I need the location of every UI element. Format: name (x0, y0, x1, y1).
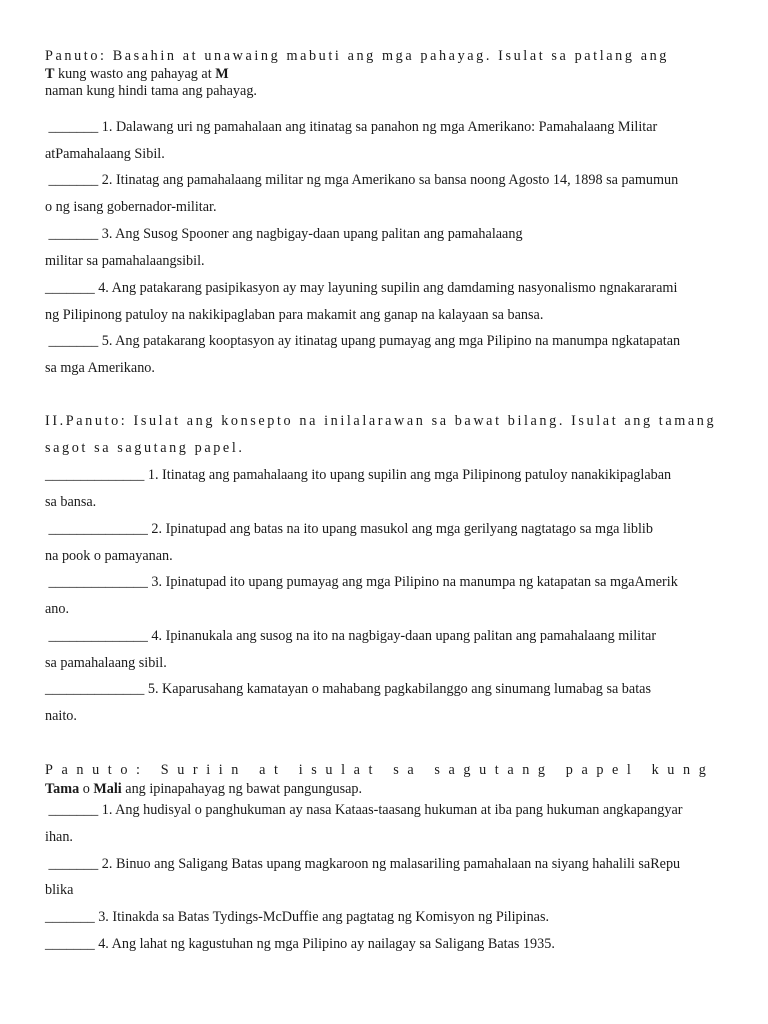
part3-answer-key-mali: Mali (93, 781, 122, 797)
part1-answer-key-t: T (45, 66, 55, 82)
part3-instruction-line1: Panuto: Suriin at isulat sa sagutang papel kung (45, 762, 715, 778)
part2-item-line: na pook o pamayanan. (45, 548, 173, 564)
part1-item-line: _______ 3. Ang Susog Spooner ang nagbigay-daan upang palitan ang pamahalaang (45, 226, 523, 242)
part1-item-line: _______ 2. Itinatag ang pamahalaang militar ng mga Amerikano sa bansa noong Agosto 14, 1898 sa pamumun (45, 172, 679, 188)
part2-item-line: ______________ 1. Itinatag ang pamahalaang ito upang supilin ang mga Pilipinong patuloy nanakikipaglaban (45, 467, 672, 483)
part3-item-line: _______ 3. Itinakda sa Batas Tydings-McDuffie ang pagtatag ng Komisyon ng Pilipinas. (45, 909, 550, 925)
part1-instruction-line2 (45, 66, 229, 82)
part1-item-line: sa mga Amerikano. (45, 360, 155, 376)
part3-instruction-line2 (45, 781, 362, 797)
part1-instruction-line1: Panuto: Basahin at unawaing mabuti ang mga pahayag. Isulat sa patlang ang (45, 48, 669, 64)
part1-item-line: o ng isang gobernador-militar. (45, 199, 217, 215)
part3-instruction-connector: o (79, 781, 94, 797)
part3-item-line: ihan. (45, 829, 73, 845)
part3-instruction-line2-text: ang ipinapahayag ng bawat pangungusap. (121, 781, 363, 797)
part3-item-line: _______ 2. Binuo ang Saligang Batas upang magkaroon ng malasariling pamahalaan na siyang hahalili saRepu (45, 856, 681, 872)
part3-item-line: blika (45, 882, 74, 898)
part1-item-line: _______ 1. Dalawang uri ng pamahalaan ang itinatag sa panahon ng mga Amerikano: Pamahalaang Militar (45, 119, 658, 135)
part2-item-line: sa bansa. (45, 494, 97, 510)
part2-instruction-line1: II.Panuto: Isulat ang konsepto na inilalarawan sa bawat bilang. Isulat ang tamang (45, 413, 717, 429)
part1-answer-key-m: M (215, 66, 229, 82)
part1-item-line: atPamahalaang Sibil. (45, 146, 165, 162)
part1-item-line: _______ 5. Ang patakarang kooptasyon ay itinatag upang pumayag ang mga Pilipino na manumpa ngkatapatan (45, 333, 681, 349)
part1-instruction-line2-text: kung wasto ang pahayag at (54, 66, 216, 82)
part1-item-line: ng Pilipinong patuloy na nakikipaglaban para makamit ang ganap na kalayaan sa bansa. (45, 307, 544, 323)
part3-item-line: _______ 1. Ang hudisyal o panghukuman ay nasa Kataas-taasang hukuman at iba pang hukuman angkapangyar (45, 802, 683, 818)
part2-item-line: ______________ 4. Ipinanukala ang susog na ito na nagbigay-daan upang palitan ang pamahalaang militar (45, 628, 657, 644)
part1-instruction-line3: naman kung hindi tama ang pahayag. (45, 83, 257, 99)
part2-item-line: ______________ 5. Kaparusahang kamatayan o mahabang pagkabilanggo ang sinumang lumabag sa batas (45, 681, 651, 697)
part1-item-line: militar sa pamahalaangsibil. (45, 253, 205, 269)
part2-item-line: ______________ 2. Ipinatupad ang batas na ito upang masukol ang mga gerilyang nagtatago sa mga liblib (45, 521, 653, 537)
part2-instruction-line2: sagot sa sagutang papel. (45, 440, 245, 456)
part3-item-line: _______ 4. Ang lahat ng kagustuhan ng mga Pilipino ay nailagay sa Saligang Batas 1935. (45, 936, 555, 952)
part2-item-line: ______________ 3. Ipinatupad ito upang pumayag ang mga Pilipino na manumpa ng katapatan sa mgaAmerik (45, 574, 678, 590)
part2-item-line: sa pamahalaang sibil. (45, 655, 167, 671)
part2-item-line: naito. (45, 708, 77, 724)
part1-item-line: _______ 4. Ang patakarang pasipikasyon ay may layuning supilin ang damdaming nasyonalismo ngnakararami (45, 280, 678, 296)
part3-answer-key-tama: Tama (45, 781, 80, 797)
part2-item-line: ano. (45, 601, 70, 617)
